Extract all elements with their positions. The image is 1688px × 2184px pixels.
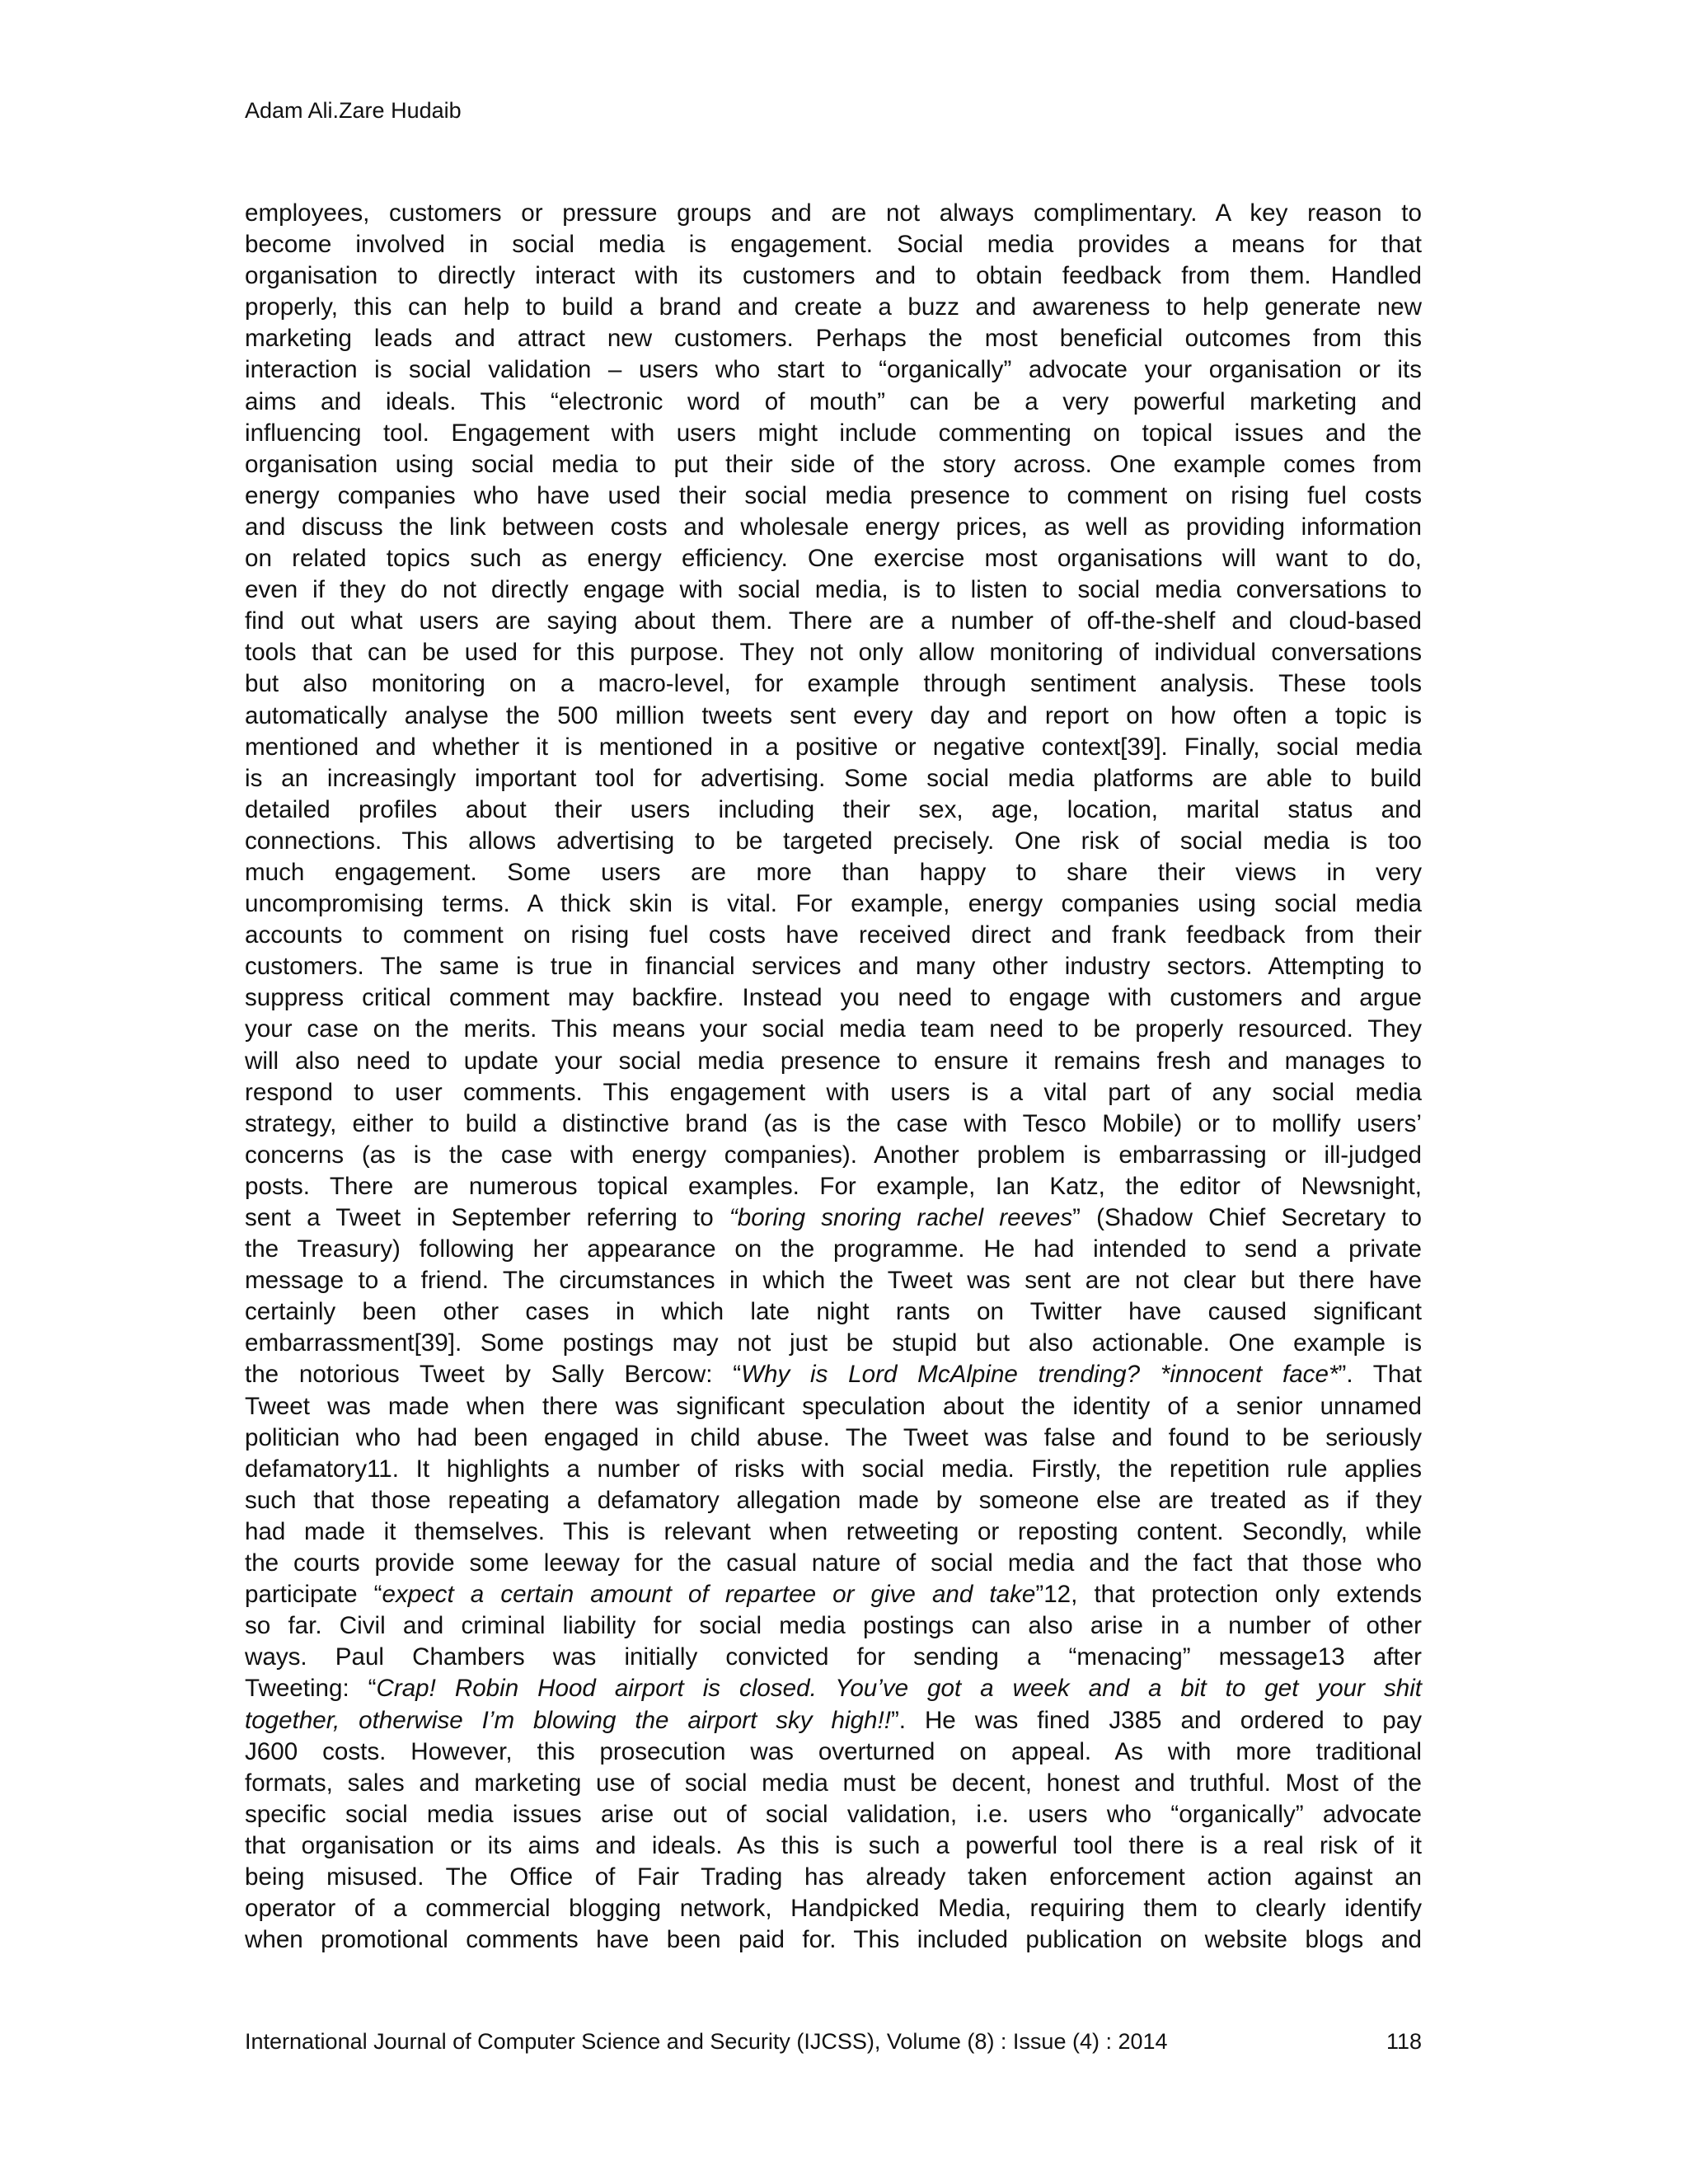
body-line: specific social media issues arise out of social validation, i.e. users who “organically” advocate (245, 1800, 1422, 1828)
body-line: become involved in social media is engagement. Social media provides a means for that (245, 231, 1422, 259)
body-text-run: sent a Tweet in September referring to (245, 1204, 729, 1231)
body-line: politician who had been engaged in child abuse. The Tweet was false and found to be seriously (245, 1423, 1422, 1451)
body-line: interaction is social validation – users who start to “organically” advocate your organisation or its (245, 356, 1422, 384)
body-line: operator of a commercial blogging network, Handpicked Media, requiring them to clearly identify (245, 1895, 1422, 1923)
quoted-tweet: Why is Lord McAlpine trending? *innocent face* (741, 1361, 1339, 1389)
body-line: and discuss the link between costs and wholesale energy prices, as well as providing information (245, 513, 1422, 541)
body-line: detailed profiles about their users including their sex, age, location, marital status and (245, 795, 1422, 823)
body-line: Tweet was made when there was significant speculation about the identity of a senior unnamed (245, 1392, 1422, 1420)
body-text-run: ”. He was fined J385 and ordered to pay (890, 1706, 1422, 1734)
quoted-tweet: together, otherwise I’m blowing the airport sky high!! (245, 1706, 891, 1734)
body-line: had made it themselves. This is relevant when retweeting or reposting content. Secondly, while (245, 1517, 1422, 1545)
body-line: automatically analyse the 500 million tweets sent every day and report on how often a topic is (245, 701, 1422, 729)
body-line: marketing leads and attract new customers. Perhaps the most beneficial outcomes from this (245, 325, 1422, 353)
body-line: such that those repeating a defamatory allegation made by someone else are treated as if they (245, 1486, 1422, 1514)
body-line: mentioned and whether it is mentioned in a positive or negative context[39]. Finally, social media (245, 733, 1422, 761)
body-line: being misused. The Office of Fair Trading has already taken enforcement action against an (245, 1863, 1422, 1891)
body-line: embarrassment[39]. Some postings may not just be stupid but also actionable. One example is (245, 1329, 1422, 1357)
body-line: influencing tool. Engagement with users might include commenting on topical issues and the (245, 419, 1422, 447)
body-text-run: ”. That (1338, 1361, 1422, 1389)
body-line: concerns (as is the case with energy companies). Another problem is embarrassing or ill-judged (245, 1141, 1422, 1169)
body-text-run: participate “ (245, 1581, 382, 1609)
body-text-run: the notorious Tweet by Sally Bercow: “ (245, 1361, 742, 1389)
body-line: your case on the merits. This means your social media team need to be properly resourced. They (245, 1015, 1422, 1043)
quoted-tweet: “boring snoring rachel reeves (729, 1204, 1073, 1231)
body-line-with-quote (245, 1202, 1422, 1234)
body-line: will also need to update your social media presence to ensure it remains fresh and manages to (245, 1047, 1422, 1075)
body-line: much engagement. Some users are more than happy to share their views in very (245, 858, 1422, 886)
body-line-with-quote (245, 1705, 1422, 1736)
page-number: 118 (1386, 2029, 1422, 2054)
body-line: aims and ideals. This “electronic word of mouth” can be a very powerful marketing and (245, 387, 1422, 415)
footer-journal-citation: International Journal of Computer Science and Security (IJCSS), Volume (8) : Issue (4) : 2014 (245, 2029, 1168, 2054)
body-line: connections. This allows advertising to be targeted precisely. One risk of social media is too (245, 827, 1422, 855)
body-line: J600 costs. However, this prosecution was overturned on appeal. As with more traditional (245, 1737, 1422, 1765)
body-paragraph (245, 198, 1422, 1956)
body-line-with-quote (245, 1579, 1422, 1610)
body-line: certainly been other cases in which late night rants on Twitter have caused significant (245, 1298, 1422, 1326)
body-line: but also monitoring on a macro-level, for example through sentiment analysis. These tools (245, 670, 1422, 698)
body-line: when promotional comments have been paid for. This included publication on website blogs and (245, 1926, 1422, 1954)
body-text-run: Tweeting: “ (245, 1675, 377, 1703)
body-line: uncompromising terms. A thick skin is vital. For example, energy companies using social media (245, 890, 1422, 918)
body-line: message to a friend. The circumstances in which the Tweet was sent are not clear but there have (245, 1267, 1422, 1295)
body-line: customers. The same is true in financial services and many other industry sectors. Attempting to (245, 953, 1422, 981)
body-text-run: ” (Shadow Chief Secretary to (1072, 1204, 1422, 1231)
body-line-with-quote (245, 1359, 1422, 1390)
body-line: on related topics such as energy efficiency. One exercise most organisations will want to do, (245, 545, 1422, 573)
body-line: strategy, either to build a distinctive brand (as is the case with Tesco Mobile) or to mollify users’ (245, 1109, 1422, 1137)
body-line-with-quote (245, 1673, 1422, 1704)
body-line: so far. Civil and criminal liability for social media postings can also arise in a number of other (245, 1612, 1422, 1640)
body-line: formats, sales and marketing use of social media must be decent, honest and truthful. Most of the (245, 1769, 1422, 1797)
body-line: the courts provide some leeway for the casual nature of social media and the fact that those who (245, 1549, 1422, 1577)
body-line: properly, this can help to build a brand and create a buzz and awareness to help generate new (245, 293, 1422, 321)
body-line: suppress critical comment may backfire. Instead you need to engage with customers and argue (245, 984, 1422, 1012)
running-head-author: Adam Ali.Zare Hudaib (245, 98, 462, 123)
body-line: ways. Paul Chambers was initially convicted for sending a “menacing” message13 after (245, 1643, 1422, 1671)
body-line: accounts to comment on rising fuel costs have received direct and frank feedback from their (245, 921, 1422, 949)
body-line: is an increasingly important tool for advertising. Some social media platforms are able to build (245, 764, 1422, 792)
body-line: tools that can be used for this purpose. They not only allow monitoring of individual conversations (245, 639, 1422, 667)
body-line: employees, customers or pressure groups and are not always complimentary. A key reason to (245, 199, 1422, 227)
body-line: even if they do not directly engage with social media, is to listen to social media conversations to (245, 576, 1422, 604)
body-line: energy companies who have used their social media presence to comment on rising fuel costs (245, 481, 1422, 509)
body-text-run: ”12, that protection only extends (1035, 1581, 1422, 1609)
body-line: posts. There are numerous topical examples. For example, Ian Katz, the editor of Newsnight, (245, 1172, 1422, 1200)
body-line: find out what users are saying about them. There are a number of off-the-shelf and cloud-based (245, 607, 1422, 635)
quoted-phrase: expect a certain amount of repartee or give and take (382, 1581, 1036, 1609)
body-line: organisation to directly interact with its customers and to obtain feedback from them. Handled (245, 262, 1422, 290)
body-line: organisation using social media to put their side of the story across. One example comes from (245, 450, 1422, 478)
quoted-tweet: Crap! Robin Hood airport is closed. You’ve got a week and a bit to get your shit (376, 1675, 1422, 1703)
body-line: defamatory11. It highlights a number of risks with social media. Firstly, the repetition rule applies (245, 1455, 1422, 1483)
body-line: the Treasury) following her appearance on the programme. He had intended to send a private (245, 1235, 1422, 1263)
body-line: that organisation or its aims and ideals. As this is such a powerful tool there is a real risk of it (245, 1831, 1422, 1859)
body-line: respond to user comments. This engagement with users is a vital part of any social media (245, 1078, 1422, 1106)
